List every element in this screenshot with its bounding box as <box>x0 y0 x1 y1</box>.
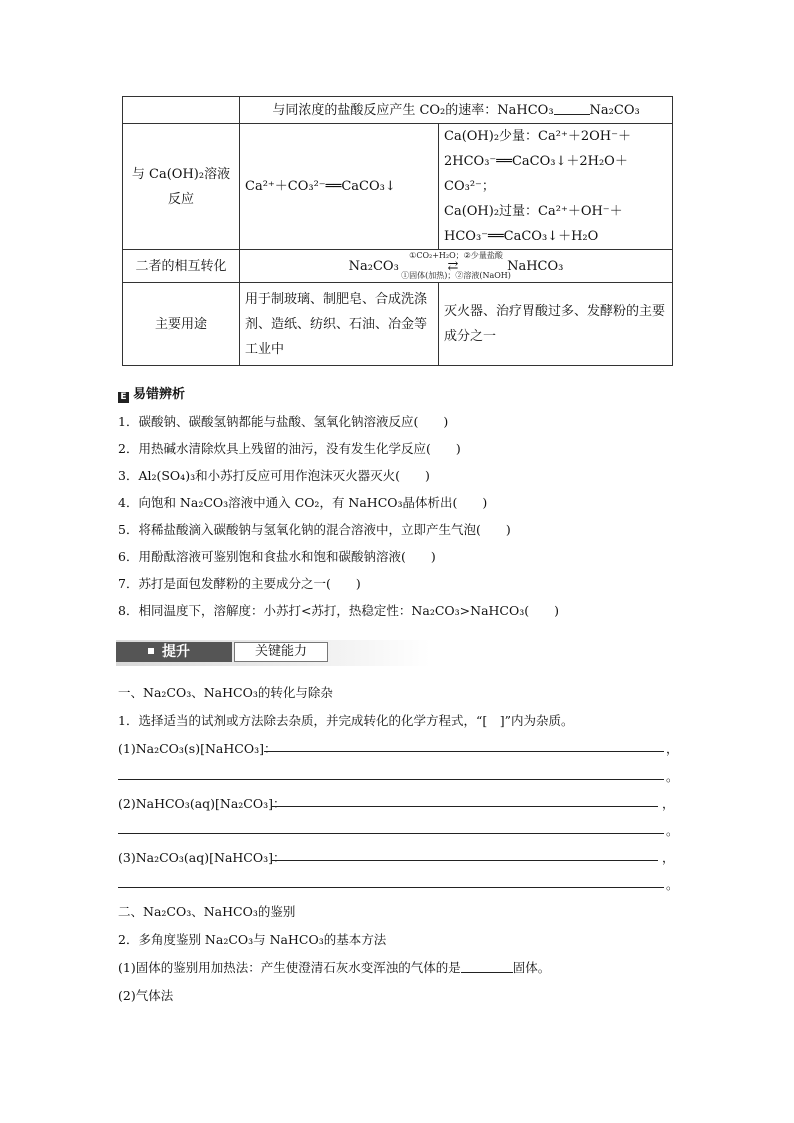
answer-blank[interactable] <box>554 102 590 115</box>
part1-title: 一、Na₂CO₃、NaHCO₃的转化与除杂 <box>118 685 333 700</box>
answer-line[interactable] <box>118 820 664 834</box>
error-analysis-heading: E 易错辨析 <box>118 383 185 403</box>
sub-question: (1)Na₂CO₃(s)[NaHCO₃]： <box>118 741 277 756</box>
table-row <box>123 97 673 124</box>
comparison-table <box>122 96 673 366</box>
rate-cell: 与同浓度的盐酸反应产生 CO₂的速率：NaHCO₃ Na₂CO₃ <box>240 97 673 124</box>
answer-line[interactable] <box>272 793 658 807</box>
caoh-na2co3-cell: Ca²⁺＋CO₃²⁻══CaCO₃↓ <box>240 124 439 250</box>
answer-line[interactable] <box>264 738 664 752</box>
conversion-condition-top: ①CO₂+H₂O；②少量盐酸 <box>409 250 503 260</box>
use-nahco3-cell: 灭火器、治疗胃酸过多、发酵粉的主要成分之一 <box>439 283 673 366</box>
part2-title: 二、Na₂CO₃、NaHCO₃的鉴别 <box>118 904 296 919</box>
question-2: 2．多角度鉴别 Na₂CO₃与 NaHCO₃的基本方法 <box>118 932 387 947</box>
row-head-use: 主要用途 <box>123 283 240 366</box>
method-1: (1)固体的鉴别用加热法：产生使澄清石灰水变浑浊的气体的是 固体。 <box>118 960 551 975</box>
row-head-caoh: 与 Ca(OH)₂溶液反应 <box>123 124 240 250</box>
list-item: 6．用酚酞溶液可鉴别饱和食盐水和饱和碳酸钠溶液( ) <box>118 549 436 564</box>
table-row <box>123 250 673 283</box>
method-2: (2)气体法 <box>118 988 174 1003</box>
use-na2co3-cell: 用于制玻璃、制肥皂、合成洗涤剂、造纸、纺织、石油、冶金等工业中 <box>240 283 439 366</box>
row-head-conversion: 二者的相互转化 <box>123 250 240 283</box>
section-banner: 提升 关键能力 <box>116 640 430 666</box>
section-e-icon: E <box>118 392 129 403</box>
table-row <box>123 124 673 250</box>
list-item: 1．碳酸钠、碳酸氢钠都能与盐酸、氢氧化钠溶液反应( ) <box>118 414 449 429</box>
list-item: 5．将稀盐酸滴入碳酸钠与氢氧化钠的混合溶液中，立即产生气泡( ) <box>118 522 511 537</box>
list-item: 7．苏打是面包发酵粉的主要成分之一( ) <box>118 576 361 591</box>
answer-line[interactable] <box>272 847 658 861</box>
double-arrow-icon: ⇄ <box>447 258 459 274</box>
conversion-cell: ①CO₂+H₂O；②少量盐酸 Na₂CO₃ ⇄ NaHCO₃ ①固体(加热)；②溶液(NaOH) <box>240 250 673 283</box>
sub-question: (3)Na₂CO₃(aq)[NaHCO₃]： <box>118 850 286 865</box>
answer-line[interactable] <box>118 874 664 888</box>
conversion-condition-bottom: ①固体(加热)；②溶液(NaOH) <box>401 270 511 280</box>
list-item: 8．相同温度下，溶解度：小苏打<苏打，热稳定性：Na₂CO₃>NaHCO₃( ) <box>118 603 559 618</box>
answer-blank[interactable] <box>461 960 513 973</box>
question-1: 1．选择适当的试剂或方法除去杂质，并完成转化的化学方程式，“[ ]”内为杂质。 <box>118 713 574 728</box>
answer-line[interactable] <box>118 766 664 780</box>
caoh-nahco3-cell: Ca(OH)₂少量：Ca²⁺＋2OH⁻＋2HCO₃⁻══CaCO₃↓＋2H₂O＋CO₃²⁻； Ca(OH)₂过量：Ca²⁺＋OH⁻＋HCO₃⁻══CaCO₃↓＋H₂O <box>439 124 673 250</box>
list-item: 4．向饱和 Na₂CO₃溶液中通入 CO₂，有 NaHCO₃晶体析出( ) <box>118 495 488 510</box>
square-bullet-icon <box>148 648 154 654</box>
sub-question: (2)NaHCO₃(aq)[Na₂CO₃]： <box>118 796 286 811</box>
table-row <box>123 283 673 366</box>
list-item: 2．用热碱水清除炊具上残留的油污，没有发生化学反应( ) <box>118 441 461 456</box>
list-item: 3．Al₂(SO₄)₃和小苏打反应可用作泡沫灭火器灭火( ) <box>118 468 430 483</box>
